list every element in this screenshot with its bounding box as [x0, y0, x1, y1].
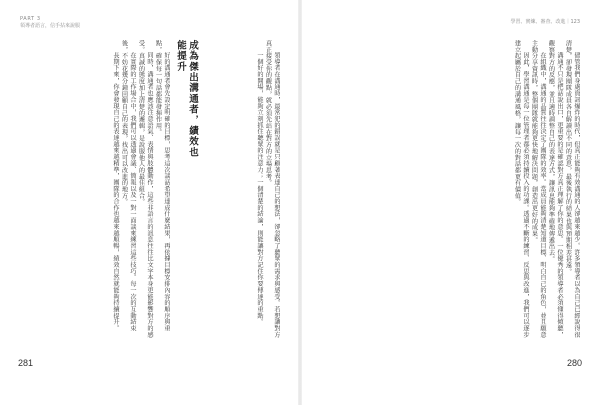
paragraph: 一個好的開場，能夠立刻抓住聽眾的注意力；一個清楚的結論，則能讓對方記住你要傳達的重點。 — [256, 52, 263, 326]
paragraph: 領導者在溝通時，最常犯的錯誤就是只顧著表達自己的想法，卻忽略了聽眾的需求與感受。若想讓對方真正接受你的觀點，就必須先站在對方的立場思考。 — [264, 40, 280, 339]
running-head-left — [20, 16, 140, 30]
paragraph: 好的溝通者會先設定明確的目標，思考這次談話希望達成什麼結果，再依據目標安排內容的順序與重點，確保每一句話都能發揮作用。 — [154, 40, 170, 332]
page-number-right: 280 — [566, 358, 582, 368]
left-page-body-lower — [38, 40, 170, 340]
part-label: PART 3 — [20, 16, 41, 22]
section-heading: 成為傑出溝通者，績效也能提升 — [175, 40, 198, 158]
left-page-body-upper — [206, 40, 280, 340]
right-page-body — [322, 40, 580, 340]
page-number-left: 281 — [18, 358, 34, 368]
paragraph: 因此，學習溝通是每一位管理者都必須持續投入的功課。透過不斷的練習、反思與改進，我們可以逐步建立起屬於自己的溝通風格，讓每一次的對話都更有價值。 — [513, 40, 529, 339]
paragraph: 同時，溝通者也應該注意語氣、表情與肢體動作，這些非語言的訊息往往比文字本身更能影響對方的感受。真誠的態度加上清楚的邏輯，是說服他人的最佳組合。 — [137, 40, 153, 339]
paragraph: 在實際的工作場合中，我們可以透過會議、簡報以及一對一面談來練習這些技巧。每一次的互動結束後，不妨花幾分鐘回顧自己的表現，找出可以改進的地方。 — [120, 40, 136, 332]
paragraph: 長期下來，你會發現自己的表達越來越精準，團隊的合作也越來越順暢，績效自然就能夠持續提升。 — [112, 52, 119, 332]
paragraph: 在組織中，溝通的品質往往決定了團隊的效率。當成員能夠清楚知道目標、明白自己的角色，並且願意主動分享資訊時，整個團隊就能夠更快地解決問題，創造出更好的成果。 — [530, 40, 546, 339]
book-gutter — [298, 0, 302, 405]
paragraph: 溝通不只是把話說出口，更重要的是確認對方真正理解了你的意思。一位優秀的領導者必須懂得傾聽，觀察對方的反應，並且適時調整自己的表達方式，讓訊息能夠準確地傳遞出去。 — [547, 40, 563, 339]
part-title: 領導者語言，信手拈來說服 — [20, 23, 81, 29]
paragraph: 儘管我們身處資訊爆炸的時代，但真正能夠有效溝通的人卻越來越少。許多領導者以為自己已經說得很清楚，卻發現團隊成員各自解讀出不同的意思，最後執行的結果也與預期相差甚遠。 — [564, 40, 580, 339]
running-head-right: 學習、實練、審查、改進｜123 — [510, 19, 580, 25]
